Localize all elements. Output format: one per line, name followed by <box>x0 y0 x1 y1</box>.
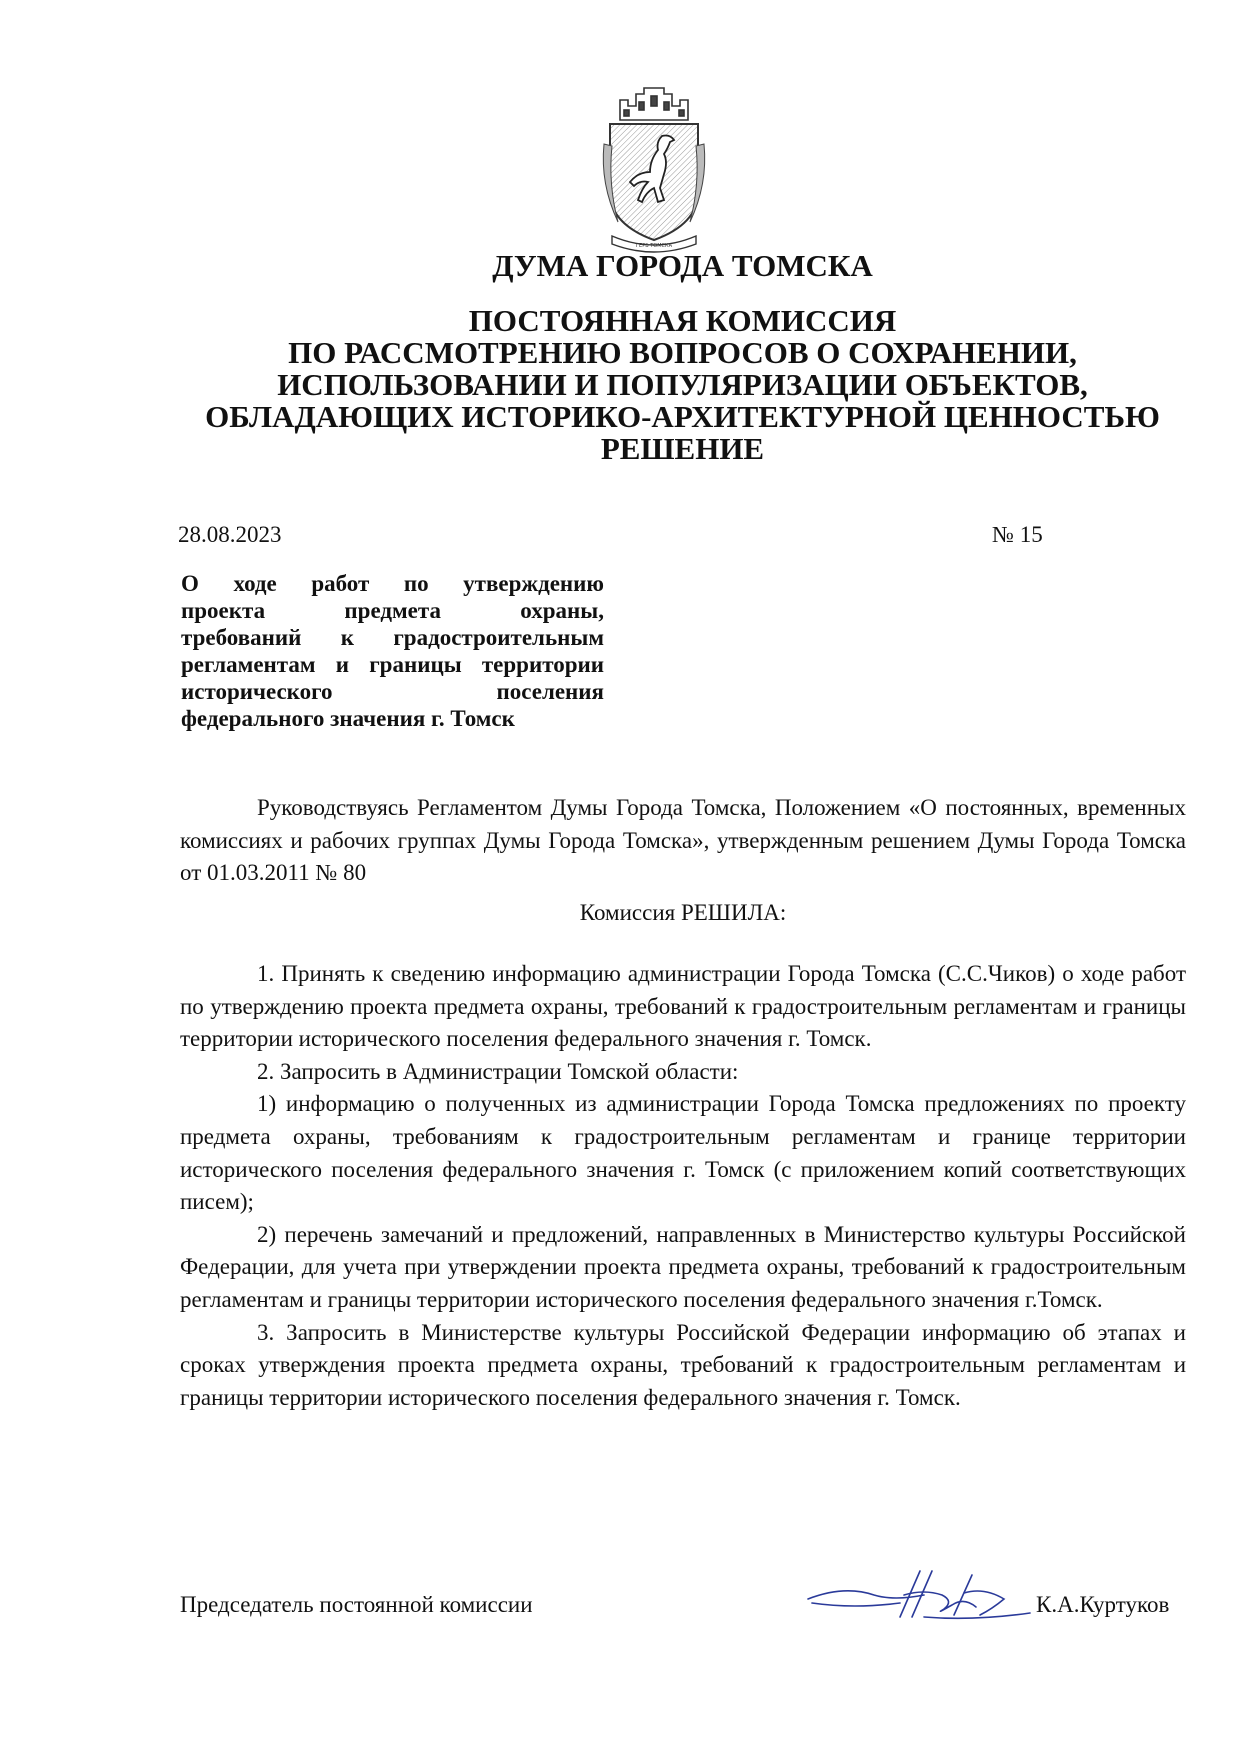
subject-line: регламентам и границы территории <box>181 652 604 677</box>
document-type: РЕШЕНИЕ <box>600 431 765 466</box>
commission-line: ИСПОЛЬЗОВАНИИ И ПОПУЛЯРИЗАЦИИ ОБЪЕКТОВ, <box>277 367 1088 402</box>
signatory-name: К.А.Куртуков <box>1036 1592 1170 1617</box>
emblem-ribbon-text: ГЕРБ ТОМСКА <box>635 243 673 249</box>
resolved-heading: Комиссия РЕШИЛА: <box>579 900 787 925</box>
decision-date: 28.08.2023 <box>178 522 282 547</box>
subject-line: исторического поселения <box>181 679 604 704</box>
subject-line: федерального значения г. Томск <box>181 706 515 731</box>
subject-line: проекта предмета охраны, <box>181 598 604 623</box>
decision-subject <box>181 570 604 732</box>
subject-line: О ходе работ по утверждению <box>181 571 604 596</box>
commission-line: ОБЛАДАЮЩИХ ИСТОРИКО-АРХИТЕКТУРНОЙ ЦЕННОСТЬЮ <box>205 399 1160 434</box>
commission-line: ПОСТОЯННАЯ КОМИССИЯ <box>468 303 897 338</box>
council-title: ДУМА ГОРОДА ТОМСКА <box>492 248 873 283</box>
preamble-paragraph: Руководствуясь Регламентом Думы Города Томска, Положением «О постоянных, временных комиссиях и рабочих группах Думы Города Томска», утвержденным решением Думы Города Томска от 01.03.2011 № 80 <box>180 795 1186 886</box>
commission-line: ПО РАССМОТРЕНИЮ ВОПРОСОВ О СОХРАНЕНИИ, <box>288 335 1077 370</box>
handwritten-signature <box>804 1565 1032 1625</box>
tomsk-coat-of-arms <box>598 84 710 254</box>
decision-item: 2) перечень замечаний и предложений, направленных в Министерство культуры Российской Федерации, для учета при утверждении проекта предмета охраны, требований к градостроительным регламентам и границы территории исторического поселения федерального значения г.Томск. <box>180 1221 1186 1312</box>
decision-item: 3. Запросить в Министерстве культуры Российской Федерации информацию об этапах и сроках утверждения проекта предмета охраны, требований к градостроительным регламентам и границы территории исторического поселения федерального значения г. Томск. <box>180 1319 1186 1410</box>
decision-item: 1) информацию о полученных из администрации Города Томска предложениях по проекту предмета охраны, требованиям к градостроительным регламентам и границе территории исторического поселения федерального значения г. Томск (с приложением копий соответствующих писем); <box>180 1091 1186 1215</box>
decision-item: 1. Принять к сведению информацию администрации Города Томска (С.С.Чиков) о ходе работ по утверждению проекта предмета охраны, требований к градостроительным регламентам и границы территории исторического поселения федерального значения г. Томск. <box>180 961 1186 1052</box>
decision-item: 2. Запросить в Администрации Томской области: <box>257 1058 739 1084</box>
signatory-title: Председатель постоянной комиссии <box>180 1592 533 1617</box>
preamble-block <box>180 792 1186 890</box>
subject-line: требований к градостроительным <box>181 625 604 650</box>
decision-items <box>180 958 1186 1414</box>
decision-number: № 15 <box>992 522 1043 547</box>
commission-heading <box>180 305 1185 465</box>
